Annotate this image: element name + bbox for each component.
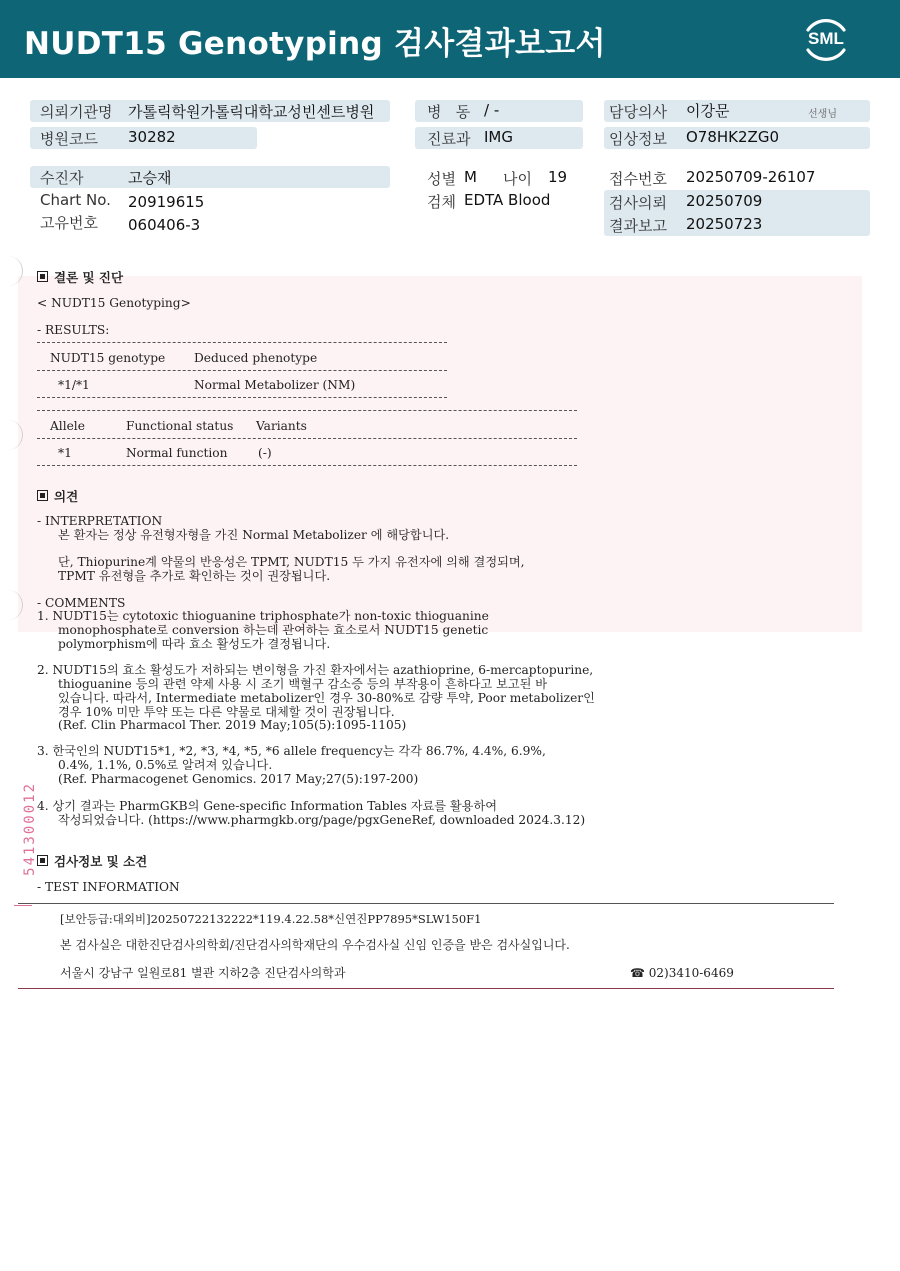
ward-label: 병 동 [427,103,471,121]
section-conclusion-label: 결론 및 진단 [54,270,124,285]
chart-value: 20919615 [128,193,205,211]
divider [37,410,577,411]
test-info-label: - TEST INFORMATION [37,880,180,894]
comment-line: 작성되었습니다. (https://www.pharmgkb.org/page/pgxGeneRef, downloaded 2024.3.12) [58,813,586,827]
comment-line: (Ref. Clin Pharmacol Ther. 2019 May;105(5):1095-1105) [58,718,407,732]
checkbox-icon [37,490,48,501]
report-date-value: 20250723 [686,215,763,233]
results-label: - RESULTS: [37,323,110,337]
t2-value-allele: *1 [58,446,72,460]
footer-divider-bottom [18,988,834,989]
request-label: 검사의뢰 [609,194,667,212]
report-title: NUDT15 Genotyping 검사결과보고서 [24,26,606,62]
uid-value: 060406-3 [128,216,201,234]
divider [37,465,577,466]
patient-value: 고승재 [128,169,172,187]
age-label: 나이 [503,170,532,188]
t1-value-genotype: *1/*1 [58,378,90,392]
logo-text: SML [808,29,844,48]
address-line: 서울시 강남구 일원로81 별관 지하2층 진단검사의학과 [60,966,346,980]
report-header [0,0,900,78]
dept-label: 진료과 [427,130,471,148]
request-value: 20250709 [686,192,763,210]
test-name: < NUDT15 Genotyping> [37,296,191,310]
specimen-label: 검체 [427,193,456,211]
sex-label: 성별 [427,170,456,188]
comment-line: 있습니다. 따라서, Intermediate metabolizer인 경우 30-80%로 감량 투약, Poor metabolizer인 [58,691,595,705]
chart-label: Chart No. [40,191,111,209]
specimen-value: EDTA Blood [464,191,551,209]
interpretation-line: TPMT 유전형을 추가로 확인하는 것이 권장됩니다. [58,569,331,583]
t2-value-variants: (-) [258,446,272,460]
info-bar-patient [30,166,390,188]
side-mark [14,905,32,906]
t2-value-status: Normal function [126,446,228,460]
divider [37,370,447,371]
patient-label: 수진자 [40,169,84,187]
checkbox-icon [37,855,48,866]
comment-line: 0.4%, 1.1%, 0.5%로 알려져 있습니다. [58,758,273,772]
code-label: 병원코드 [40,130,98,148]
sex-value: M [464,168,477,186]
t1-value-phenotype: Normal Metabolizer (NM) [194,378,356,392]
accession-value: 20250709-26107 [686,168,816,186]
checkbox-icon [37,271,48,282]
comment-line: (Ref. Pharmacogenet Genomics. 2017 May;27(5):197-200) [58,772,419,786]
clinical-label: 임상정보 [609,130,667,148]
divider [37,397,447,398]
comment-line: 2. NUDT15의 효소 활성도가 저하되는 변이형을 가진 환자에서는 azathioprine, 6-mercaptopurine, [37,663,594,677]
t2-header-status: Functional status [126,419,234,433]
divider [37,438,577,439]
age-value: 19 [548,168,568,186]
interpretation-line: 단, Thiopurine계 약물의 반응성은 TPMT, NUDT15 두 가지 유전자에 의해 결정되며, [58,555,525,569]
ward-value: / - [484,101,500,119]
comments-label: - COMMENTS [37,596,126,610]
interpretation-label: - INTERPRETATION [37,514,163,528]
t2-header-variants: Variants [256,419,307,433]
interpretation-line: 본 환자는 정상 유전형자형을 가진 Normal Metabolizer 에 해당합니다. [58,528,450,542]
section-opinion [37,487,78,505]
comment-line: 4. 상기 결과는 PharmGKB의 Gene-specific Information Tables 자료를 활용하여 [37,799,497,813]
footer-divider [18,903,834,904]
doctor-label: 담당의사 [609,103,667,121]
comment-line: 1. NUDT15는 cytotoxic thioguanine triphosphate가 non-toxic thioguanine [37,609,489,623]
section-test-info [37,852,147,870]
phone-line: ☎ 02)3410-6469 [630,966,734,980]
section-conclusion [37,268,123,286]
comment-line: monophosphate로 conversion 하는데 관여하는 효소로서 NUDT15 genetic [58,623,489,637]
accession-label: 접수번호 [609,170,667,188]
sml-logo [800,14,852,66]
hospital-label: 의뢰기관명 [40,103,113,121]
security-line: [보안등급:대외비]20250722132222*119.4.22.58*신연진PP7895*SLW150F1 [60,912,482,926]
side-serial-number: 541300012 [22,782,38,876]
comment-line: 3. 한국인의 NUDT15*1, *2, *3, *4, *5, *6 allele frequency는 각각 86.7%, 4.4%, 6.9%, [37,744,546,758]
certification-line: 본 검사실은 대한진단검사의학회/진단검사의학재단의 우수검사실 신임 인증을 받은 검사실입니다. [60,938,570,952]
hospital-value: 가톨릭학원가톨릭대학교성빈센트병원 [128,103,375,121]
section-opinion-label: 의견 [54,489,79,504]
t1-header-phenotype: Deduced phenotype [194,351,318,365]
t1-header-genotype: NUDT15 genotype [50,351,166,365]
section-test-info-label: 검사정보 및 소견 [54,854,148,869]
code-value: 30282 [128,128,176,146]
t2-header-allele: Allele [50,419,85,433]
comment-line: 경우 10% 미만 투약 또는 다른 약물로 대체할 것이 권장됩니다. [58,705,395,719]
comment-line: polymorphism에 따라 효소 활성도가 결정됩니다. [58,637,331,651]
doctor-value: 이강문 [686,102,730,120]
dept-value: IMG [484,128,513,146]
report-date-label: 결과보고 [609,217,667,235]
divider [37,342,447,343]
comment-line: thioguanine 등의 관련 약제 사용 시 조기 백혈구 감소증 등의 부작용이 흔하다고 보고된 바 [58,677,548,691]
doctor-suffix: 선생님 [808,109,837,120]
clinical-value: O78HK2ZG0 [686,128,779,146]
uid-label: 고유번호 [40,214,98,232]
